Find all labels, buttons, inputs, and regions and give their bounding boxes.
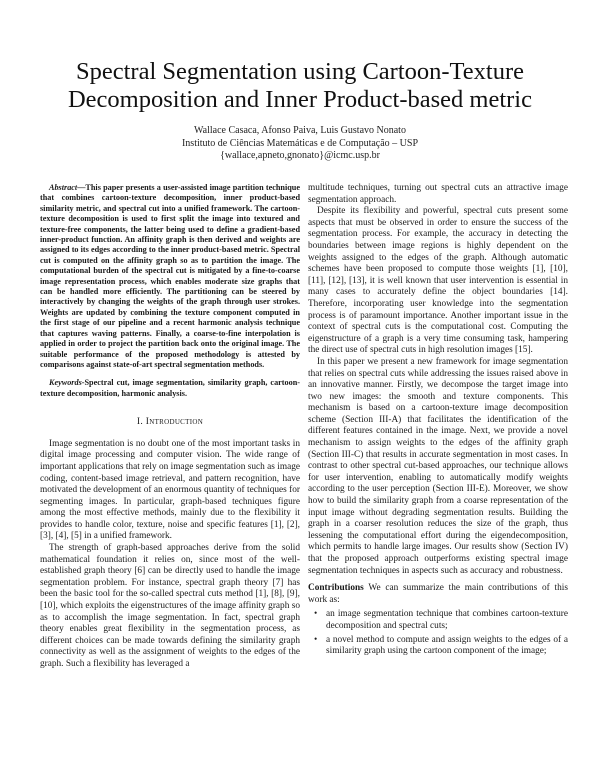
left-column <box>40 183 300 671</box>
intro-paragraph-4: In this paper we present a new framework for image segmentation that relies on spectral cuts while addressing the issues raised above in an innovative manner. Firstly, we decompose the target image into two new images: the smooth and texture components. This mechanism is based on a cartoon-texture image decomposition scheme (Section III-A) that facilitates the identification of the different features contained in the image. Next, we provide a novel mechanism to assign weights to the edges of the affinity graph (Section III-C) that results in accurate segmentation in most cases. In contrast to other spectral cut-based approaches, our technique allows for user intervention, enabling to automatically modify weights according to the user perception (Section III-E). Moreover, we show how to build the similarity graph from a coarse representation of the input image without degrading segmentation results. Building the graph in a coarser resolution reduces the size of the graph, thus lessening the computational effort during the eigendecomposition, which permits to handle large images. Our results show (Section IV) that the proposed approach outperforms existing spectral image segmentation techniques in aspects such as accuracy and robustness. <box>308 356 568 576</box>
intro-paragraph-2: The strength of graph-based approaches derive from the solid mathematical foundation it relies on, since most of the well-established graph theory [6] can be directly used to handle the image segmentation problem. For instance, spectral graph theory [7] has been the basic tool for the so-called spectral cuts method [1], [8], [9], [10], which exploits the eigenstructures of the image affinity graph so as to accomplish the image segmentation. In fact, spectral graph theory enables great flexibility in the segmentation process, as different choices can be made towards defining the similarity graph connectivity as well as the assignment of weights to the edges of the graph. Such a flexibility has leveraged a <box>40 543 300 669</box>
section-numeral: I. <box>136 417 146 428</box>
abstract <box>40 183 300 370</box>
keywords-text: -Spectral cut, image segmentation, similarity graph, cartoon-texture decomposition, harmonic analysis. <box>40 378 300 398</box>
author-names: Wallace Casaca, Afonso Paiva, Luis Gustavo Nonato <box>194 125 406 136</box>
author-block <box>90 125 510 163</box>
intro-paragraph-3: Despite its flexibility and powerful, spectral cuts present some aspects that must be observed in order to ensure the success of the segmentation process. For example, the accuracy in detecting the boundaries between image regions is highly dependent on the weights assigned to the edges of the graph. Although automatic schemes have been proposed to compute those weights [1], [10], [11], [12], [13], it is well known that user intervention is essential in many cases to accurately define the object boundaries [14]. Therefore, incorporating user knowledge into the segmentation process is of paramount importance. Another important issue in the context of spectral cuts is the computational cost. Computing the eigenstructure of a graph is a very time consuming task, hampering the direct use of spectral cuts in high resolution images [15]. <box>308 206 568 356</box>
right-column <box>308 183 568 660</box>
contributions-text: We can summarize the main contributions of this work as: <box>308 583 568 605</box>
intro-paragraph-2-cont: multitude techniques, turning out spectral cuts an attractive image segmentation approach. <box>308 183 568 205</box>
keywords-lead: Keywords <box>49 378 82 388</box>
contributions-list <box>308 609 568 657</box>
keywords <box>40 378 300 399</box>
intro-paragraph-1: Image segmentation is no doubt one of the most important tasks in digital image processing and computer vision. The wide range of important applications that rely on image segmentation such as image coding, content-based image retrieval, and pattern recognition, have motivated the development of an enormous quantity of techniques for segmenting images. In particular, graph-based techniques figure among the most effective methods, mainly due to the flexibility it provides to handle color, texture, noise and specific features [1], [2], [3], [4], [5] in a unified framework. <box>40 438 300 542</box>
abstract-text: —This paper presents a user-assisted image partition technique that combines cartoon-texture decomposition, inner product-based similarity metric, and spectral cut into a unified framework. The cartoon-texture decomposition is used to first split the image into textured and texture-free components, the latter being used to define a gradient-based inner-product function. An affinity graph is then derived and weights are assigned to its edges according to the inner product-based metric. Spectral cut is computed on the affinity graph so as to partition the image. The computational burden of the spectral cut is mitigated by a fine-to-coarse image representation process, which enables moderate size graphs that can be handled more efficiently. The partitioning can be steered by interactively by changing the weights of the graph through user strokes. Weights are updated by combining the texture component computed in the first stage of our pipeline and a recent harmonic analysis technique that captures waving patterns. Finally, a coarse-to-fine interpolation is applied in order to project the partition back onto the original image. The suitable performance of the proposed methodology is attested by comparisons against state-of-art spectral segmentation methods. <box>40 183 300 369</box>
contributions-paragraph <box>308 583 568 606</box>
list-item: • an image segmentation technique that combines cartoon-texture decomposition and spectral cuts; <box>326 609 568 632</box>
section-name: Introduction <box>145 417 204 428</box>
author-affiliation: Instituto de Ciências Matemáticas e de Computação – USP <box>181 137 419 149</box>
contributions-lead: Contributions <box>308 583 364 594</box>
list-item: • a novel method to compute and assign weights to the edges of a similarity graph using the cartoon component of the image; <box>326 635 568 658</box>
abstract-lead: Abstract <box>49 183 78 192</box>
author-email: {wallace,apneto,gnonato}@icmc.usp.br <box>220 150 380 161</box>
section-heading-introduction <box>40 417 300 429</box>
paper-title: Spectral Segmentation using Cartoon-Texture Decomposition and Inner Product-based metric <box>67 58 532 113</box>
